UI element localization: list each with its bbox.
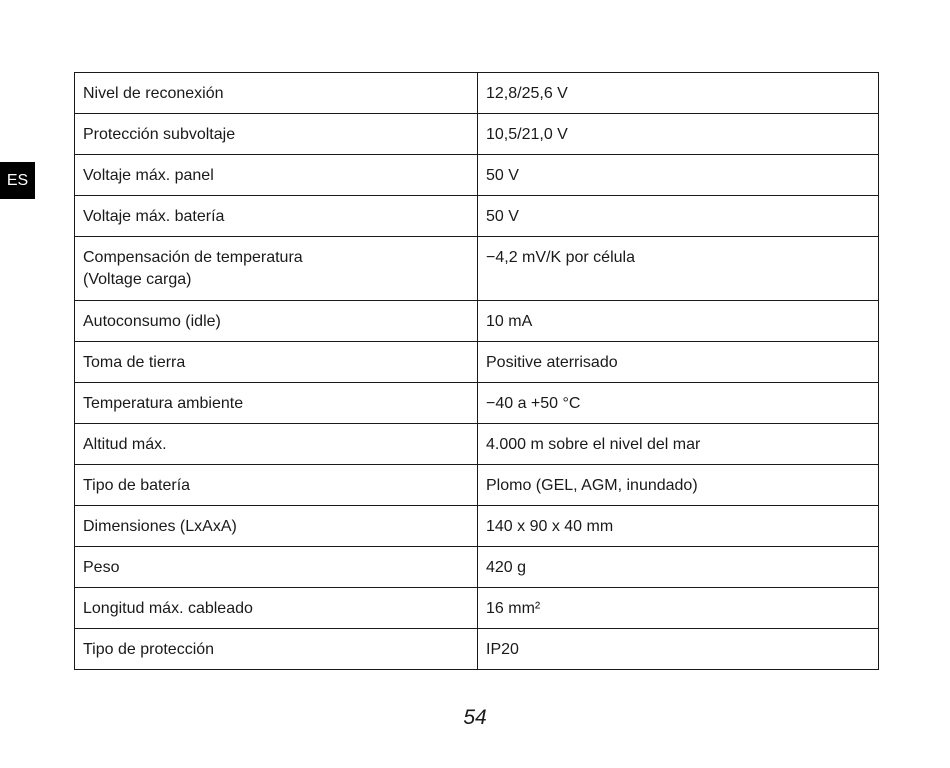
spec-label: Nivel de reconexión (75, 73, 478, 114)
spec-label-line1: Compensación de temperatura (83, 249, 303, 266)
spec-label: Temperatura ambiente (75, 383, 478, 424)
spec-label: Tipo de protección (75, 629, 478, 670)
spec-label: Peso (75, 547, 478, 588)
spec-label-line2: (Voltage carga) (83, 271, 192, 288)
table-row (75, 114, 879, 155)
spec-value: 10 mA (478, 301, 879, 342)
table-row (75, 424, 879, 465)
spec-value: 16 mm² (478, 588, 879, 629)
spec-label: Longitud máx. cableado (75, 588, 478, 629)
spec-label: Voltaje máx. panel (75, 155, 478, 196)
spec-value: 12,8/25,6 V (478, 73, 879, 114)
table-row (75, 73, 879, 114)
table-row (75, 301, 879, 342)
table-row (75, 547, 879, 588)
spec-label (75, 237, 478, 301)
spec-label: Protección subvoltaje (75, 114, 478, 155)
spec-value: Plomo (GEL, AGM, inundado) (478, 465, 879, 506)
table-row (75, 383, 879, 424)
spec-value: 140 x 90 x 40 mm (478, 506, 879, 547)
spec-table (74, 72, 879, 670)
table-row (75, 506, 879, 547)
spec-label: Voltaje máx. batería (75, 196, 478, 237)
table-row (75, 196, 879, 237)
spec-value: −4,2 mV/K por célula (478, 237, 879, 301)
spec-value: 50 V (478, 155, 879, 196)
spec-value: −40 a +50 °C (478, 383, 879, 424)
spec-value: IP20 (478, 629, 879, 670)
spec-label: Tipo de batería (75, 465, 478, 506)
table-row (75, 588, 879, 629)
table-row (75, 237, 879, 301)
language-tab: ES (0, 162, 35, 199)
table-row (75, 465, 879, 506)
spec-label: Autoconsumo (idle) (75, 301, 478, 342)
table-row (75, 155, 879, 196)
spec-value: 10,5/21,0 V (478, 114, 879, 155)
spec-label: Toma de tierra (75, 342, 478, 383)
spec-label: Altitud máx. (75, 424, 478, 465)
spec-value: 420 g (478, 547, 879, 588)
spec-label: Dimensiones (LxAxA) (75, 506, 478, 547)
table-row (75, 629, 879, 670)
spec-value: 4.000 m sobre el nivel del mar (478, 424, 879, 465)
spec-value: Positive aterrisado (478, 342, 879, 383)
table-row (75, 342, 879, 383)
spec-value: 50 V (478, 196, 879, 237)
page-number: 54 (463, 706, 487, 729)
